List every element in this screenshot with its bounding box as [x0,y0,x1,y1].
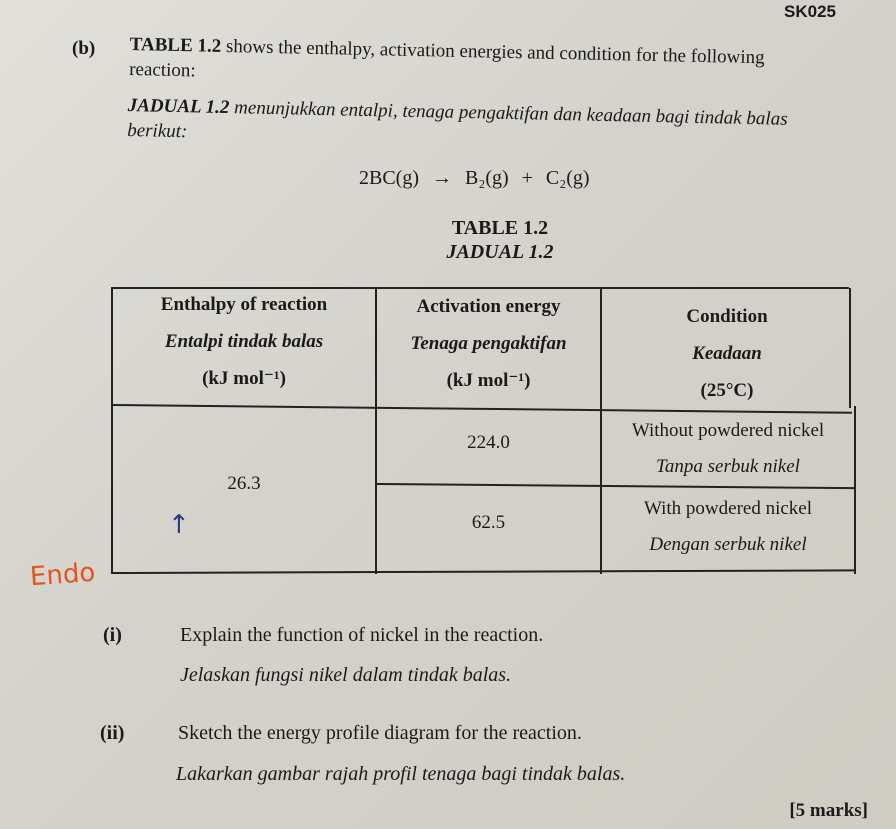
header-activation-unit: (kJ mol⁻¹) [446,370,531,391]
header-condition-unit: (25°C) [700,380,754,401]
reaction-arrow: → [432,167,452,189]
reaction-equation [355,167,594,190]
plus-sign: + [521,167,533,189]
marks-label: [5 marks] [789,800,868,821]
row2-condition-my: Dengan serbuk nikel [649,534,807,555]
subq-1-number: (i) [103,624,122,646]
header-activation-en: Activation energy [416,296,561,317]
header-condition-my: Keadaan [692,343,762,364]
header-enthalpy-my: Entalpi tindak balas [164,331,324,352]
subq-2-number: (ii) [100,722,125,744]
row2-activation: 62.5 [471,512,506,533]
row1-activation: 224.0 [467,432,510,453]
table-title-my: JADUAL 1.2 [446,241,554,263]
intro-my-text: menunjukkan entalpi, tenaga pengaktifan dan keadaan bagi tindak balas berikut: [126,97,788,143]
product-1: B₂(g) [465,167,509,189]
intro-my-table-ref: JADUAL 1.2 [127,94,230,119]
part-label: (b) [72,38,96,59]
table-title-en: TABLE 1.2 [451,217,549,239]
enthalpy-value: 26.3 [227,473,261,494]
intro-english [129,32,810,96]
header-condition-en: Condition [686,306,768,327]
header-activation-my: Tenaga pengaktifan [410,333,567,354]
intro-en-text: shows the enthalpy, activation energies and condition for the following reaction: [128,35,765,82]
product-2: C₂(g) [545,167,590,189]
handwritten-endo-note: Endo [29,557,97,593]
intro-en-table-ref: TABLE 1.2 [129,33,222,57]
paper-code: SK025 [784,2,836,21]
subq-2-malay: Lakarkan gambar rajah profil tenaga bagi tindak balas. [176,763,626,785]
header-enthalpy-en: Enthalpy of reaction [160,294,328,315]
header-enthalpy-unit: (kJ mol⁻¹) [202,368,286,389]
subq-1-malay: Jelaskan fungsi nikel dalam tindak balas. [180,664,512,686]
row1-condition-en: Without powdered nickel [631,420,825,441]
handwritten-up-arrow: ↑ [168,510,190,540]
row1-condition-my: Tanpa serbuk nikel [656,456,800,477]
reactant: 2BC(g) [359,167,419,189]
subq-2-english: Sketch the energy profile diagram for the reaction. [178,722,582,744]
row2-condition-en: With powdered nickel [643,498,813,519]
table-right-border-bottom [854,406,856,574]
subq-1-english: Explain the function of nickel in the reaction. [180,624,544,646]
table-bottom-border [111,569,856,574]
intro-malay [127,93,818,157]
